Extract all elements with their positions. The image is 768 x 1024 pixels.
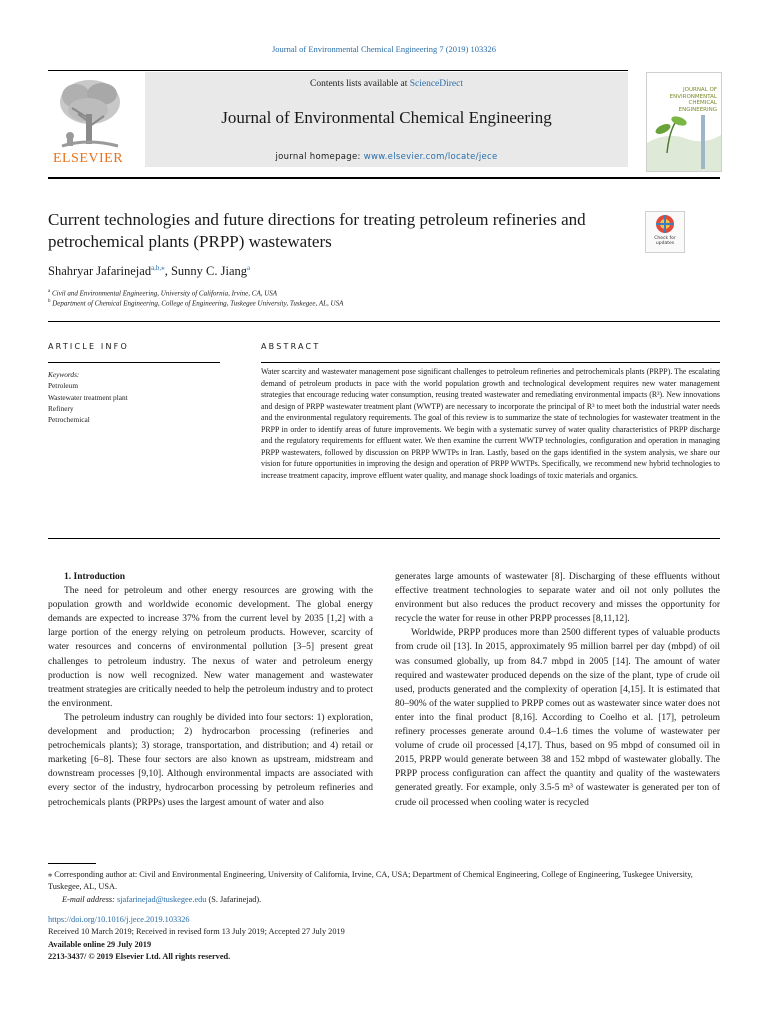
abstract-heading: ABSTRACT <box>261 342 321 351</box>
contents-line <box>145 79 628 89</box>
check-for-updates-badge[interactable] <box>645 211 685 253</box>
keyword: Wastewater treatment plant <box>48 392 128 402</box>
top-rule <box>48 70 628 71</box>
info-rule <box>48 321 720 322</box>
journal-homepage <box>145 152 628 162</box>
available-online: Available online 29 July 2019 <box>48 939 152 949</box>
body-paragraph: Worldwide, PRPP produces more than 2500 different types of valuable products from crude oil [13]. In 2015, approximately 95 million barrel per day (mbpd) of oil was consumed globally, up from 84.7 mbpd in 2005 [14]. The amount of water required and wastewater produced depends on the size of the plant, type of crude oil used, products generated and the complexity of operation [4,15]. It is estimated that 80–90% of the water supplied to PRPP comes out as wastewater since water does not enter into the final product [8,16]. According to Coelho et al. [17], petroleum refinery processes generate around 0.4–1.6 times the volume of wastewater per volume of crude oil processed [4,17]. Thus, based on 95 mbpd of consumed oil in 2015, PRPP would generate between 38 and 152 mbpd of wastewater globally. The PRPP process configuration can affect the quantity and quality of the wastewaters generated greatly. For example, only 3.5-5 m³ of wastewater is generated per ton of crude oil processed when cooling water is recycled <box>395 628 720 808</box>
doi-link[interactable]: https://doi.org/10.1016/j.jece.2019.103326 <box>48 915 190 924</box>
copyright: 2213-3437/ © 2019 Elsevier Ltd. All rights reserved. <box>48 951 231 961</box>
bottom-header-rule <box>48 177 720 179</box>
affiliation-a-text: Civil and Environmental Engineering, University of California, Irvine, CA, USA <box>51 289 278 298</box>
body-right-column <box>395 570 720 810</box>
homepage-link[interactable]: www.elsevier.com/locate/jece <box>363 152 498 162</box>
publisher-wordmark: ELSEVIER <box>52 151 124 166</box>
contents-prefix: Contents lists available at <box>309 79 410 89</box>
author-2[interactable]: Sunny C. Jiang <box>170 264 247 279</box>
author-1-affil[interactable]: a,b,⁎ <box>151 264 165 272</box>
footnote <box>48 869 720 906</box>
crossmark-label: Check for updates <box>654 236 676 246</box>
affiliation-a <box>48 289 277 297</box>
article-info-heading: ARTICLE INFO <box>48 342 129 351</box>
keywords-block <box>48 369 128 425</box>
cover-plant-icon <box>647 73 721 171</box>
affiliation-a-mark: a <box>48 289 51 294</box>
crossmark-icon <box>646 212 684 236</box>
keyword: Refinery <box>48 403 74 413</box>
article-meta <box>48 914 345 963</box>
corresponding-author-note: ⁎ Corresponding author at: Civil and Environmental Engineering, University of California, Irvine, CA, USA; Department of Chemical Engineering, College of Engineering, Tuskegee University, Tuskegee, AL, USA. <box>48 870 693 892</box>
email-label: E-mail address: <box>62 894 117 904</box>
author-1[interactable]: Shahryar Jafarinejad <box>48 264 152 279</box>
affiliation-b-mark: b <box>48 299 51 304</box>
body-paragraph: The need for petroleum and other energy resources are growing with the population growth and worldwide economic development. The global energy demands are expected to increase 37% from the current level by 2035 [1,2] with a large portion of the energy relying on petroleum products. However, scarcity of water resources and concerns of environmental pollution [3–5] present great challenges to petroleum industry. The nexus of water and petroleum energy production is now well recognized. New water management and wastewater treatment strategies are critically needed to help the petroleum industry and to protect the environment. <box>48 586 373 709</box>
elsevier-tree-icon <box>48 74 128 152</box>
article-info-rule <box>48 362 220 363</box>
keyword: Petrochemical <box>48 415 90 425</box>
received-dates: Received 10 March 2019; Received in revised form 13 July 2019; Accepted 27 July 2019 <box>48 927 345 937</box>
journal-reference[interactable]: Journal of Environmental Chemical Engineering 7 (2019) 103326 <box>271 44 497 54</box>
paper-title: Current technologies and future directions for treating petroleum refineries and petrochemical plants (PRPP) wastewaters <box>48 210 586 251</box>
email-suffix: (S. Jafarinejad). <box>206 894 262 904</box>
affiliation-b <box>48 299 343 307</box>
journal-title: Journal of Environmental Chemical Engineering <box>221 108 552 127</box>
body-rule <box>48 538 720 539</box>
body-paragraph: The petroleum industry can roughly be divided into four sectors: 1) exploration, development and production; 2) hydrocarbon processing (refineries and petrochemicals plants); 3) storage, transportation, and distribution; and 4) retail or marketing [6–8]. These four sectors are also known as upstream, midstream and downstream processes [9,10]. Although environmental impacts are associated with every sector of the industry, hydrocarbon processing by petroleum refineries and petrochemicals plants (PRPPs) uses the largest amount of water and also <box>48 712 373 808</box>
section-title: 1. Introduction <box>64 572 126 582</box>
journal-cover[interactable] <box>646 72 722 172</box>
keywords-label: Keywords: <box>48 370 80 379</box>
body-left-column <box>48 570 373 810</box>
abstract-text: Water scarcity and wastewater management pose significant challenges to petroleum refineries and petrochemicals plants (PRPP). The escalating demand of petroleum products in pace with the world population growth and technological development requires new water management strategies that encourage reducing water consumption, reusing treated wastewater and remediating environmental impacts (R³). New innovations and design of PRPP wastewater treatment plant (WWTP) are necessary to incorporate the principal of R³ to meet both the industrial water needs and the environmental regulatory requirements. The goal of this review is to summarize the state of technologies for wastewater treatment in the PRPP in order to identify areas of future improvements. We begin with a systematic survey of water quality characteristics of PRPP discharge and the regulatory requirements for effluent water. We then examine the current WWTP technologies, configuration and operation in managing PRPP wastewaters, followed by discussion on PRPP WWTPs in Iran. Lastly, based on the gaps identified in the system analysis, we share our vision for future opportunities in improving the design and operation of PRPP WWTPs. Specifically, we recommend new hybrid technologies to increase treatment capacity, improve effluent water quality, and manage shock loadings of toxic materials and organics. <box>261 367 720 480</box>
author-separator: , <box>164 264 171 279</box>
affiliation-b-text: Department of Chemical Engineering, College of Engineering, Tuskegee University, Tuskegee, AL, USA <box>52 299 344 308</box>
footnote-rule <box>48 863 96 864</box>
email-link[interactable]: sjafarinejad@tuskegee.edu <box>117 894 207 904</box>
author-2-affil[interactable]: a <box>247 264 251 272</box>
homepage-label: journal homepage: <box>275 152 364 162</box>
keyword: Petroleum <box>48 381 78 391</box>
abstract-rule <box>261 362 720 363</box>
email-line <box>48 894 720 906</box>
body-paragraph: generates large amounts of wastewater [8]. Discharging of these effluents without effective treatment technologies to separate water and oil not only pollutes the environment but also reduces the product recovery and misses the opportunity for recycle the water for reuse in other PRPP processes [8,11,12]. <box>395 572 720 625</box>
author-line <box>48 264 250 279</box>
sciencedirect-link[interactable]: ScienceDirect <box>409 79 463 89</box>
cover-title: JOURNAL OF ENVIRONMENTAL CHEMICAL ENGINEERING <box>669 87 717 113</box>
